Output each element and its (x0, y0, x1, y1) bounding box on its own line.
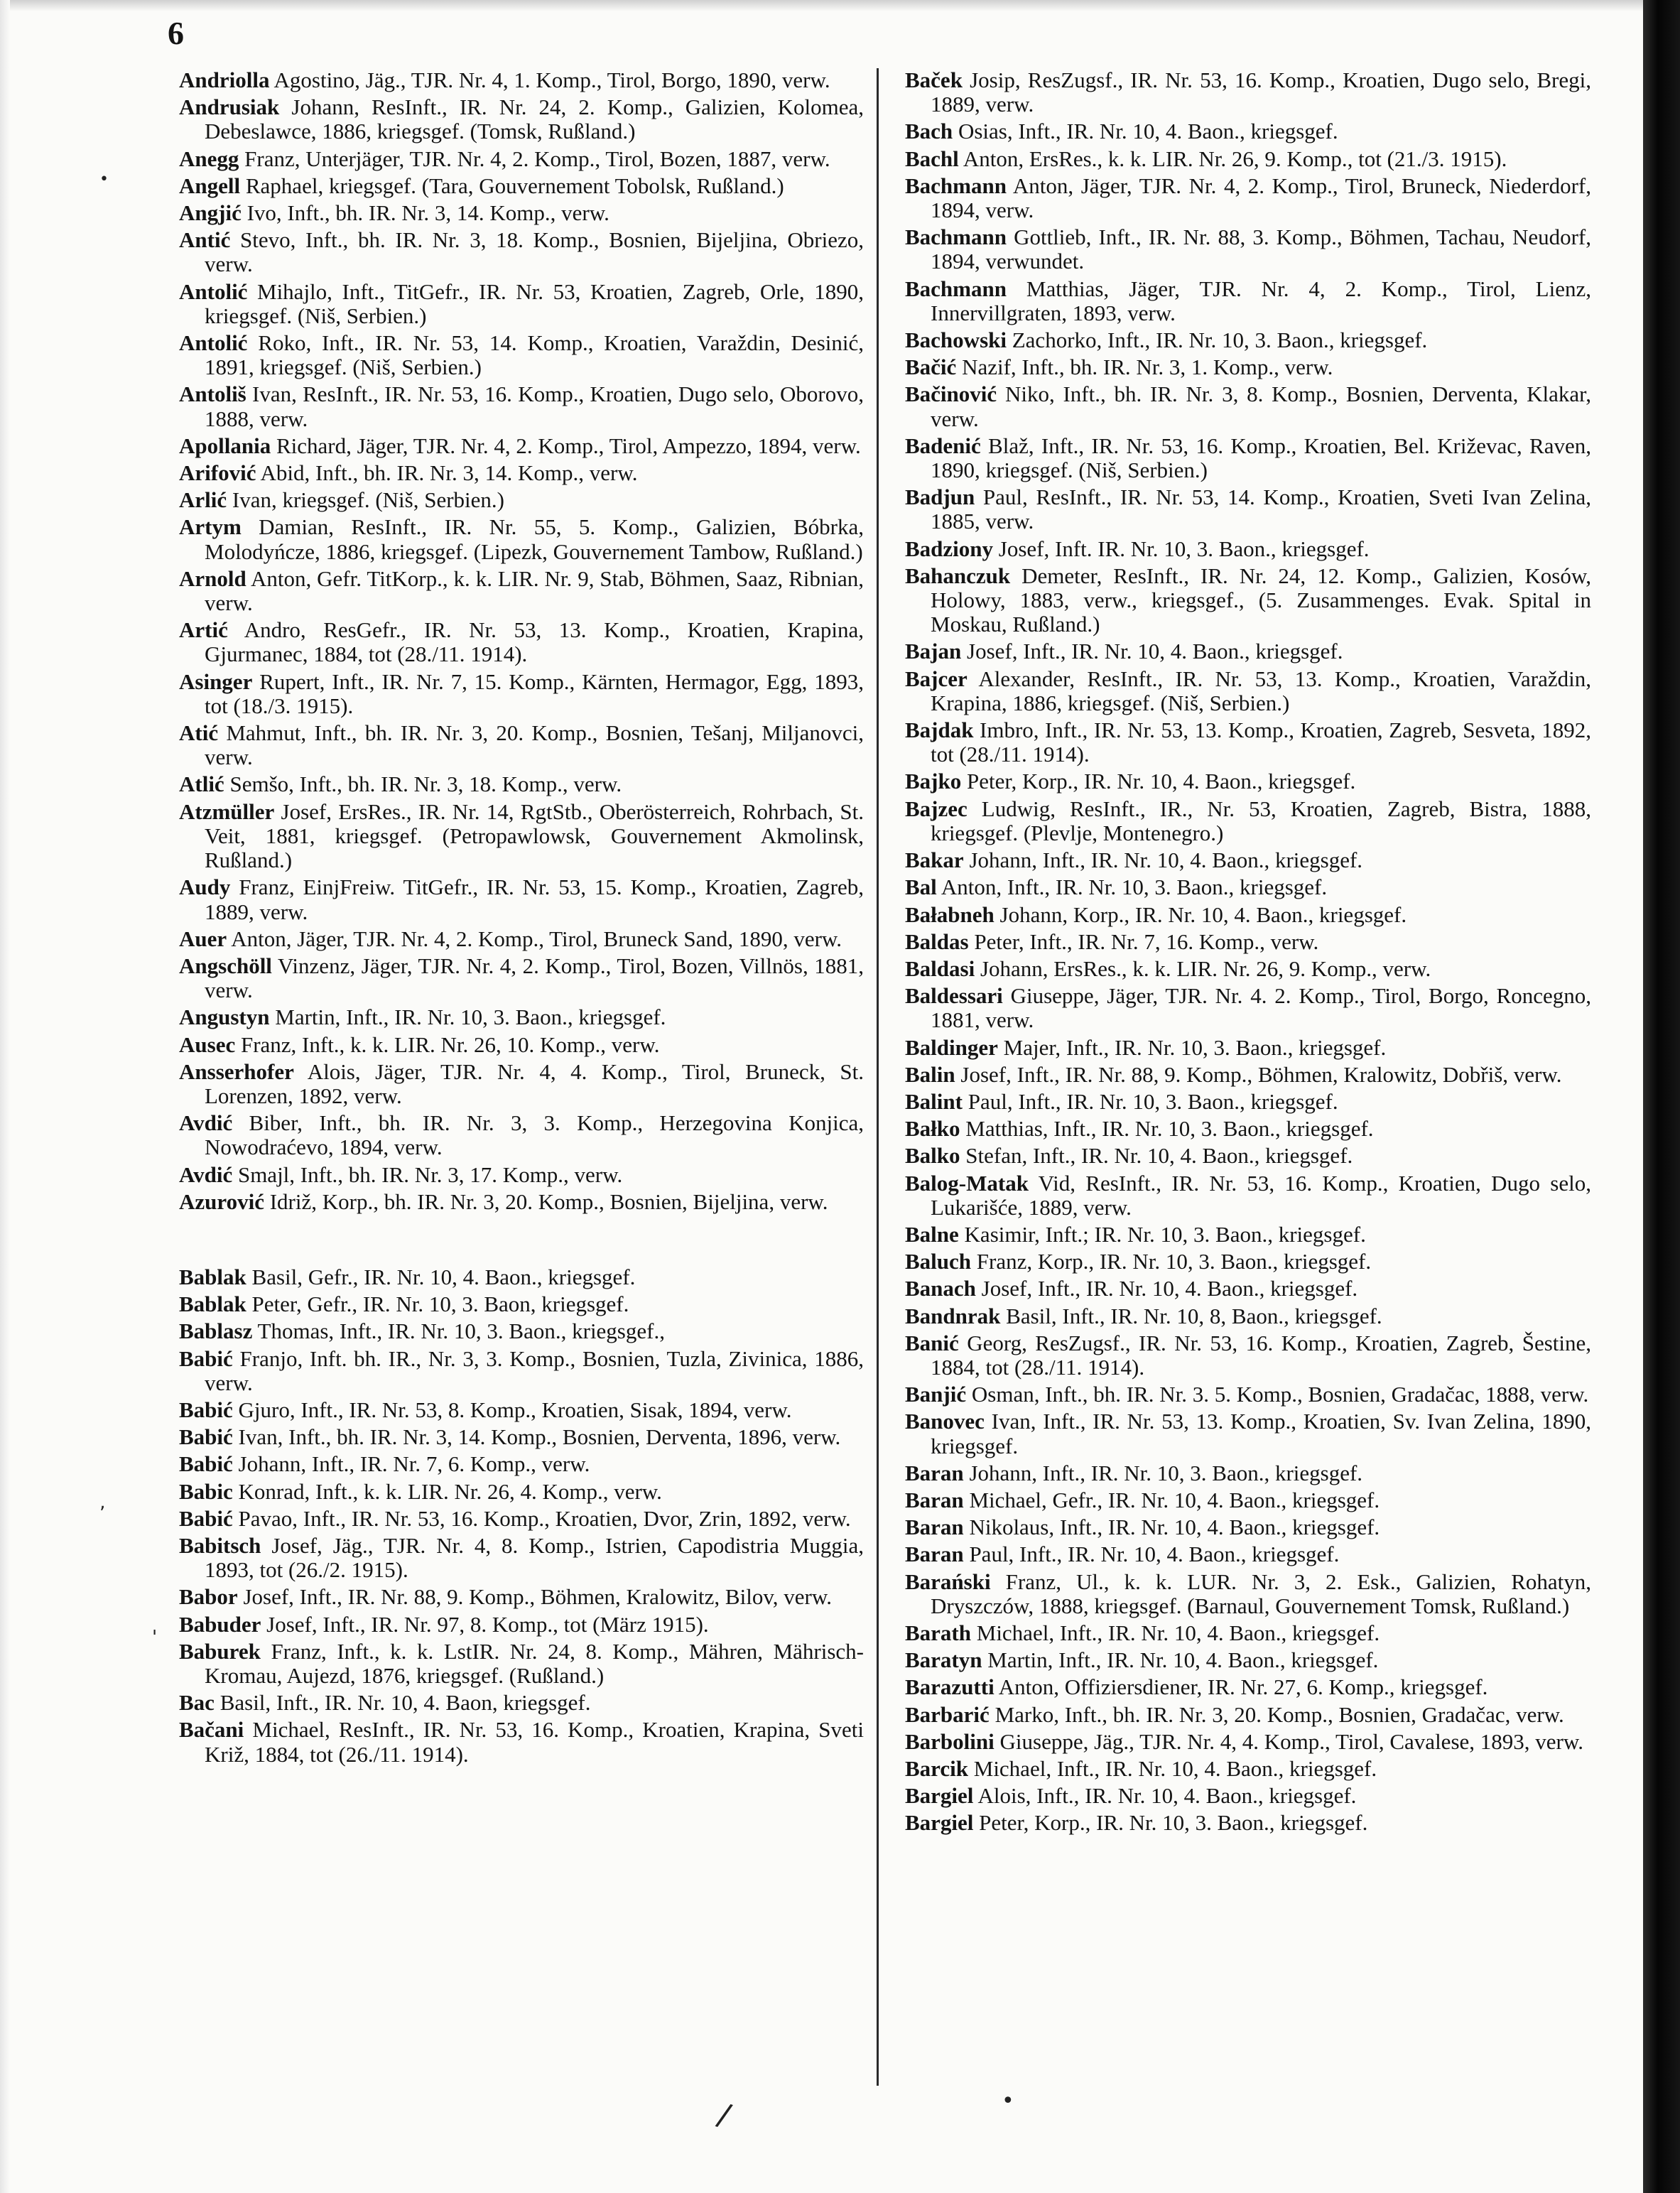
list-entry (179, 1190, 864, 1214)
list-entry (179, 1319, 864, 1343)
entry-surname: Bałko (905, 1116, 960, 1142)
entry-details: Josef, Inft. IR. Nr. 10, 3. Baon., kriegsgef. (993, 536, 1370, 561)
entry-details: Franz, Unterjäger, TJR. Nr. 4, 2. Komp., Tirol, Bozen, 1887, verw. (239, 146, 830, 171)
list-entry (179, 1111, 864, 1159)
list-entry (905, 1382, 1591, 1407)
entry-surname: Balint (905, 1088, 963, 1114)
entry-surname: Baratyn (905, 1647, 982, 1673)
entry-details: Johann, ErsRes., k. k. LIR. Nr. 26, 9. Komp., verw. (975, 955, 1431, 981)
entry-details: Johann, ResInft., IR. Nr. 24, 2. Komp., Galizien, Kolomea, Debeslawce, 1886, kriegsgef. (Tomsk, Rußland.) (205, 94, 864, 144)
list-entry (905, 984, 1591, 1032)
entry-details: Osman, Inft., bh. IR. Nr. 3. 5. Komp., Bosnien, Gradačac, 1888, verw. (966, 1382, 1589, 1407)
entry-details: Giuseppe, Jäg., TJR. Nr. 4, 4. Komp., Tirol, Cavalese, 1893, verw. (994, 1728, 1583, 1754)
entry-details: Nazif, Inft., bh. IR. Nr. 3, 1. Komp., verw. (956, 354, 1333, 380)
entry-details: Andro, ResGefr., IR. Nr. 53, 13. Komp., Kroatien, Krapina, Gjurmanec, 1884, tot (28./11. 1914). (205, 617, 864, 667)
entry-surname: Barazutti (905, 1674, 995, 1700)
entry-surname: Bachmann (905, 224, 1007, 250)
entry-details: Thomas, Inft., IR. Nr. 10, 3. Baon., kriegsgef., (252, 1318, 665, 1344)
list-entry (179, 1534, 864, 1582)
entry-details: Franz, Ul., k. k. LUR. Nr. 3, 2. Esk., Galizien, Rohatyn, Dryszczów, 1888, kriegsgef. (Barnaul, Gouvernement Tomsk, Rußland.) (931, 1569, 1591, 1618)
list-entry (905, 1090, 1591, 1114)
entry-surname: Bachl (905, 146, 959, 171)
entry-details: Josef, Inft., IR. Nr. 10, 4. Baon., kriegsgef. (961, 639, 1343, 664)
list-entry (179, 1398, 864, 1422)
entry-details: Josip, ResZugsf., IR. Nr. 53, 16. Komp., Kroatien, Dugo selo, Bregi, 1889, verw. (931, 67, 1591, 117)
list-entry (179, 1425, 864, 1449)
list-entry (905, 1331, 1591, 1380)
list-entry (905, 119, 1591, 144)
list-entry (179, 800, 864, 873)
entry-surname: Balin (905, 1061, 955, 1087)
entry-surname: Bałabneh (905, 901, 995, 927)
entry-details: Ivan, Inft., bh. IR. Nr. 3, 14. Komp., Bosnien, Derventa, 1896, verw. (232, 1424, 841, 1450)
list-entry (905, 147, 1591, 171)
entry-surname: Barath (905, 1620, 971, 1645)
entry-details: Josef, Inft., IR. Nr. 88, 9. Komp., Böhmen, Kralowitz, Dobřiš, verw. (955, 1061, 1562, 1087)
entry-details: Anton, Inft., IR. Nr. 10, 3. Baon., kriegsgef. (936, 875, 1328, 900)
entry-details: Ivan, kriegsgef. (Niš, Serbien.) (227, 487, 504, 513)
entry-details: Anton, Jäger, TJR. Nr. 4, 2. Komp., Tirol, Bruneck Sand, 1890, verw. (227, 926, 842, 951)
list-entry (905, 930, 1591, 954)
page-number: 6 (168, 15, 184, 51)
stray-tick-mark: ‚ (99, 1492, 106, 1513)
entry-surname: Antić (179, 227, 231, 253)
entry-details: Osias, Inft., IR. Nr. 10, 4. Baon., kriegsgef. (953, 119, 1338, 144)
entry-details: Roko, Inft., IR. Nr. 53, 14. Komp., Kroatien, Varaždin, Desinić, 1891, kriegsgef. (Niš, Serbien.) (205, 330, 864, 380)
entry-surname: Babić (179, 1505, 233, 1531)
entry-details: Matthias, Jäger, TJR. Nr. 4, 2. Komp., Tirol, Lienz, Innervillgraten, 1893, verw. (931, 276, 1591, 325)
list-entry (905, 1117, 1591, 1141)
entry-surname: Balne (905, 1221, 959, 1247)
entry-details: Ivan, Inft., IR. Nr. 53, 13. Komp., Kroatien, Sv. Ivan Zelina, 1890, kriegsgef. (931, 1409, 1591, 1458)
entry-details: Franz, Inft., k. k. LstIR. Nr. 24, 8. Komp., Mähren, Mährisch-Kromau, Aujezd, 1876, kriegsgef. (Rußland.) (205, 1638, 864, 1688)
entry-surname: Banjić (905, 1382, 967, 1407)
entry-surname: Bargiel (905, 1810, 974, 1836)
entry-surname: Angjić (179, 200, 242, 226)
entry-details: Franjo, Inft. bh. IR., Nr. 3, 3. Komp., Bosnien, Tuzla, Zivinica, 1886, verw. (205, 1345, 864, 1395)
list-entry (179, 201, 864, 225)
entry-details: Josef, Inft., IR. Nr. 88, 9. Komp., Böhmen, Kralowitz, Bilov, verw. (237, 1584, 833, 1610)
entry-surname: Babić (179, 1424, 233, 1450)
entry-details: Vid, ResInft., IR. Nr. 53, 16. Komp., Kroatien, Dugo selo, Lukarišće, 1889, verw. (931, 1170, 1591, 1220)
entry-details: Ivan, ResInft., IR. Nr. 53, 16. Komp., Kroatien, Dugo selo, Oborovo, 1888, verw. (205, 381, 864, 431)
entry-details: Alexander, ResInft., IR. Nr. 53, 13. Komp., Kroatien, Varaždin, Krapina, 1886, kriegsgef. (Niš, Serbien.) (931, 666, 1591, 715)
entry-details: Raphael, kriegsgef. (Tara, Gouvernement Tobolsk, Rußland.) (240, 173, 784, 198)
entry-surname: Andrusiak (179, 94, 280, 120)
list-entry (905, 667, 1591, 715)
entry-surname: Bahanczuk (905, 563, 1011, 588)
list-entry (179, 95, 864, 144)
entry-surname: Barbolini (905, 1728, 995, 1754)
entry-details: Richard, Jäger, TJR. Nr. 4, 2. Komp., Tirol, Ampezzo, 1894, verw. (271, 433, 861, 458)
entry-surname: Ausec (179, 1031, 236, 1057)
entry-details: Stefan, Inft., IR. Nr. 10, 4. Baon., kriegsgef. (960, 1143, 1353, 1169)
list-entry (179, 1585, 864, 1609)
entry-surname: Baran (905, 1515, 964, 1540)
entry-details: Michael, Inft., IR. Nr. 10, 4. Baon., kriegsgef. (971, 1620, 1380, 1645)
entry-surname: Andriolla (179, 67, 270, 92)
list-entry (905, 1757, 1591, 1781)
entry-surname: Babuder (179, 1611, 261, 1637)
list-entry (179, 1691, 864, 1715)
entry-surname: Baburek (179, 1638, 261, 1664)
entry-details: Gjuro, Inft., IR. Nr. 53, 8. Komp., Kroatien, Sisak, 1894, verw. (232, 1397, 792, 1422)
list-entry (905, 564, 1591, 637)
entry-details: Vinzenz, Jäger, TJR. Nr. 4, 2. Komp., Tirol, Bozen, Villnös, 1881, verw. (205, 953, 864, 1003)
left-column (179, 68, 864, 1770)
list-entry (905, 1542, 1591, 1566)
entry-details: Franz, Korp., IR. Nr. 10, 3. Baon., kriegsgef. (971, 1249, 1372, 1274)
stray-slash-mark: / (713, 2096, 735, 2135)
list-entry (179, 1292, 864, 1316)
list-entry (905, 1171, 1591, 1220)
list-entry (905, 1703, 1591, 1727)
list-entry (905, 1223, 1591, 1247)
entry-details: Damian, ResInft., IR. Nr. 55, 5. Komp., Galizien, Bóbrka, Molodyńcze, 1886, kriegsgef. (Lipezk, Gouvernement Tambow, Rußland.) (205, 514, 864, 564)
entry-surname: Angschöll (179, 953, 272, 978)
entry-details: Alois, Inft., IR. Nr. 10, 4. Baon., kriegsgef. (973, 1783, 1357, 1809)
list-entry (905, 537, 1591, 561)
entry-details: Majer, Inft., IR. Nr. 10, 3. Baon., kriegsgef. (997, 1034, 1387, 1060)
entry-surname: Bajdak (905, 718, 974, 743)
stray-dot-mark: • (99, 170, 109, 188)
stray-tick-mark-2: ' (152, 1627, 158, 1648)
entry-surname: Bablasz (179, 1318, 253, 1344)
section-gap (179, 1217, 864, 1265)
list-entry (905, 1304, 1591, 1328)
list-entry (179, 721, 864, 769)
entry-details: Mihajlo, Inft., TitGefr., IR. Nr. 53, Kroatien, Zagreb, Orle, 1890, kriegsgef. (Niš, Serbien.) (205, 278, 864, 328)
entry-details: Pavao, Inft., IR. Nr. 53, 16. Komp., Kroatien, Dvor, Zrin, 1892, verw. (232, 1505, 851, 1531)
list-entry (905, 1621, 1591, 1645)
entry-surname: Bablak (179, 1292, 246, 1317)
column-divider (877, 68, 879, 2086)
entry-details: Basil, Gefr., IR. Nr. 10, 4. Baon., kriegsgef. (246, 1264, 636, 1289)
list-entry (179, 382, 864, 431)
entry-surname: Bal (905, 875, 937, 900)
entry-details: Abid, Inft., bh. IR. Nr. 3, 14. Komp., verw. (256, 460, 638, 486)
list-entry (905, 1250, 1591, 1274)
entry-details: Peter, Inft., IR. Nr. 7, 16. Komp., verw. (968, 928, 1319, 954)
entry-surname: Babić (179, 1345, 233, 1371)
entry-details: Johann, Inft., IR. Nr. 10, 3. Baon., kriegsgef. (963, 1460, 1363, 1485)
list-entry (905, 1488, 1591, 1512)
scan-left-edge (0, 0, 10, 2193)
entry-details: Anton, Jäger, TJR. Nr. 4, 2. Komp., Tirol, Bruneck, Niederdorf, 1894, verw. (931, 173, 1591, 223)
entry-surname: Angell (179, 173, 241, 198)
entry-details: Michael, ResInft., IR. Nr. 53, 16. Komp., Kroatien, Krapina, Sveti Križ, 1884, tot (26./11. 1914). (205, 1717, 864, 1767)
list-entry (179, 1507, 864, 1531)
list-entry (905, 1811, 1591, 1835)
entry-surname: Antolić (179, 330, 248, 356)
list-entry (179, 1265, 864, 1289)
list-entry (179, 228, 864, 276)
list-entry (905, 434, 1591, 482)
entry-surname: Bargiel (905, 1783, 974, 1809)
entry-details: Josef, Inft., IR. Nr. 97, 8. Komp., tot (März 1915). (261, 1611, 709, 1637)
entry-surname: Bachmann (905, 173, 1007, 198)
entry-details: Stevo, Inft., bh. IR. Nr. 3, 18. Komp., Bosnien, Bijeljina, Obriezo, verw. (205, 227, 864, 277)
entry-surname: Banić (905, 1330, 959, 1355)
entry-surname: Artić (179, 617, 228, 643)
list-entry (179, 1033, 864, 1057)
entry-surname: Bac (179, 1690, 215, 1716)
entry-details: Michael, Inft., IR. Nr. 10, 4. Baon., kriegsgef. (968, 1756, 1377, 1781)
list-entry (179, 1640, 864, 1688)
entry-surname: Artym (179, 514, 242, 540)
list-entry (179, 567, 864, 615)
list-entry (179, 331, 864, 379)
list-entry (179, 1005, 864, 1029)
list-entry (905, 1730, 1591, 1754)
list-entry (905, 1461, 1591, 1485)
entry-surname: Anegg (179, 146, 239, 171)
list-entry (905, 277, 1591, 325)
entry-surname: Atzmüller (179, 798, 275, 824)
list-entry (179, 280, 864, 328)
entry-details: Niko, Inft., bh. IR. Nr. 3, 8. Komp., Bosnien, Derventa, Klakar, verw. (931, 381, 1591, 431)
scan-right-edge (1643, 0, 1680, 2193)
entry-surname: Azurović (179, 1188, 264, 1214)
entry-details: Josef, ErsRes., IR. Nr. 14, RgtStb., Oberösterreich, Rohrbach, St. Veit, 1881, kriegsgef. (Petropawlowsk, Gouvernement Akmolinsk, Rußland.) (205, 798, 864, 873)
list-entry (179, 1718, 864, 1766)
entry-details: Martin, Inft., IR. Nr. 10, 3. Baon., kriegsgef. (269, 1005, 666, 1030)
entry-surname: Babor (179, 1584, 238, 1610)
entry-details: Josef, Jäg., TJR. Nr. 4, 8. Komp., Istrien, Capodistria Muggia, 1893, tot (26./2. 1915). (205, 1532, 864, 1583)
entry-details: Franz, Inft., k. k. LIR. Nr. 26, 10. Komp., verw. (235, 1031, 660, 1057)
entry-surname: Atlić (179, 771, 224, 797)
entry-details: Johann, Korp., IR. Nr. 10, 4. Baon., kriegsgef. (994, 901, 1407, 927)
entry-surname: Babić (179, 1451, 233, 1477)
entry-surname: Baran (905, 1542, 964, 1567)
entry-surname: Bačani (179, 1717, 244, 1743)
entry-details: Michael, Gefr., IR. Nr. 10, 4. Baon., kriegsgef. (963, 1487, 1380, 1512)
entry-surname: Avdić (179, 1110, 233, 1136)
entry-surname: Bablak (179, 1264, 246, 1289)
list-entry (179, 174, 864, 198)
list-entry (905, 1648, 1591, 1672)
entry-details: Idriž, Korp., bh. IR. Nr. 3, 20. Komp., Bosnien, Bijeljina, verw. (264, 1188, 828, 1214)
entry-surname: Antolić (179, 278, 248, 304)
list-entry (905, 1409, 1591, 1458)
entry-details: Anton, Gefr. TitKorp., k. k. LIR. Nr. 9, Stab, Böhmen, Saaz, Ribnian, verw. (205, 565, 864, 616)
scan-top-edge (0, 0, 1680, 11)
entry-surname: Atić (179, 720, 219, 746)
entry-details: Gottlieb, Inft., IR. Nr. 88, 3. Komp., Böhmen, Tachau, Neudorf, 1894, verwundet. (931, 224, 1591, 274)
entry-surname: Asinger (179, 668, 253, 694)
entry-surname: Avdić (179, 1162, 233, 1187)
entry-surname: Bach (905, 119, 953, 144)
list-entry (905, 639, 1591, 664)
entry-surname: Arnold (179, 565, 246, 591)
list-entry (905, 382, 1591, 431)
list-entry (905, 769, 1591, 794)
entry-surname: Barcik (905, 1756, 968, 1781)
entry-details: Paul, Inft., IR. Nr. 10, 3. Baon., kriegsgef. (962, 1088, 1338, 1114)
list-entry (905, 1515, 1591, 1539)
entry-details: Demeter, ResInft., IR. Nr. 24, 12. Komp., Galizien, Kosów, Holowy, 1883, verw., kriegsgef., (5. Zusammenges. Evak. Spital in Moskau, Rußland.) (931, 563, 1591, 637)
entry-details: Basil, Inft., IR. Nr. 10, 4. Baon, kriegsgef. (214, 1690, 591, 1716)
list-entry (905, 848, 1591, 872)
list-entry (179, 68, 864, 92)
entry-surname: Baran (905, 1460, 964, 1485)
entry-surname: Badziony (905, 536, 994, 561)
entry-details: Imbro, Inft., IR. Nr. 53, 13. Komp., Kroatien, Zagreb, Sesveta, 1892, tot (28./11. 1914). (931, 718, 1591, 767)
list-entry (905, 903, 1591, 927)
entry-surname: Bačić (905, 354, 957, 380)
list-entry (179, 927, 864, 951)
entry-details: Peter, Korp., IR. Nr. 10, 3. Baon., kriegsgef. (973, 1810, 1368, 1836)
entry-surname: Babic (179, 1478, 233, 1504)
right-column (905, 68, 1591, 1839)
entry-details: Peter, Gefr., IR. Nr. 10, 3. Baon, kriegsgef. (246, 1292, 629, 1317)
entry-details: Josef, Inft., IR. Nr. 10, 4. Baon., kriegsgef. (975, 1276, 1358, 1301)
list-entry (179, 875, 864, 924)
entry-details: Smajl, Inft., bh. IR. Nr. 3, 17. Komp., verw. (232, 1162, 623, 1187)
entry-details: Konrad, Inft., k. k. LIR. Nr. 26, 4. Komp., verw. (232, 1478, 662, 1504)
entry-details: Mahmut, Inft., bh. IR. Nr. 3, 20. Komp., Bosnien, Tešanj, Miljanovci, verw. (205, 720, 864, 770)
entry-surname: Bajcer (905, 666, 968, 691)
entry-details: Martin, Inft., IR. Nr. 10, 4. Baon., kriegsgef. (982, 1647, 1379, 1673)
entry-surname: Baluch (905, 1249, 972, 1274)
list-entry (179, 1613, 864, 1637)
list-entry (905, 68, 1591, 117)
entry-surname: Bandnrak (905, 1303, 1001, 1328)
entry-surname: Apollania (179, 433, 271, 458)
list-entry (905, 875, 1591, 899)
entry-surname: Banach (905, 1276, 976, 1301)
entry-surname: Baček (905, 67, 963, 92)
entry-surname: Baldessari (905, 983, 1003, 1009)
entry-surname: Bachmann (905, 276, 1007, 301)
entry-surname: Baran (905, 1487, 964, 1512)
list-entry (179, 1347, 864, 1395)
entry-details: Johann, Inft., IR. Nr. 10, 4. Baon., kriegsgef. (963, 848, 1363, 873)
entry-details: Matthias, Inft., IR. Nr. 10, 3. Baon., kriegsgef. (960, 1116, 1374, 1142)
entry-details: Paul, Inft., IR. Nr. 10, 4. Baon., kriegsgef. (963, 1542, 1340, 1567)
entry-surname: Bajko (905, 769, 962, 794)
entry-surname: Babić (179, 1397, 233, 1422)
entry-surname: Barański (905, 1569, 991, 1594)
entry-surname: Banovec (905, 1409, 985, 1434)
list-entry (179, 147, 864, 171)
entry-details: Giuseppe, Jäger, TJR. Nr. 4. 2. Komp., Tirol, Borgo, Roncegno, 1881, verw. (931, 983, 1591, 1033)
list-entry (905, 225, 1591, 274)
entry-details: Ivo, Inft., bh. IR. Nr. 3, 14. Komp., verw. (241, 200, 609, 226)
entry-surname: Balko (905, 1143, 960, 1169)
list-entry (179, 461, 864, 485)
entry-details: Biber, Inft., bh. IR. Nr. 3, 3. Komp., Herzegovina Konjica, Nowodraćevo, 1894, verw. (205, 1110, 864, 1160)
entry-details: Basil, Inft., IR. Nr. 10, 8, Baon., kriegsgef. (1000, 1303, 1382, 1328)
list-entry (179, 1163, 864, 1187)
list-entry (905, 1144, 1591, 1168)
entry-surname: Badenić (905, 433, 981, 458)
entry-details: Marko, Inft., bh. IR. Nr. 3, 20. Komp., Bosnien, Gradačac, verw. (989, 1701, 1564, 1727)
entry-details: Agostino, Jäg., TJR. Nr. 4, 1. Komp., Tirol, Borgo, 1890, verw. (269, 67, 830, 92)
entry-details: Paul, ResInft., IR. Nr. 53, 14. Komp., Kroatien, Sveti Ivan Zelina, 1885, verw. (931, 484, 1591, 534)
entry-details: Ludwig, ResInft., IR., Nr. 53, Kroatien, Zagreb, Bistra, 1888, kriegsgef. (Plevlje, Montenegro.) (931, 796, 1591, 845)
entry-surname: Barbarić (905, 1701, 990, 1727)
list-entry (905, 797, 1591, 845)
entry-details: Georg, ResZugsf., IR. Nr. 53, 16. Komp., Kroatien, Zagreb, Šestine, 1884, tot (28./11. 1914). (931, 1330, 1591, 1380)
entry-surname: Arifović (179, 460, 256, 486)
entry-details: Kasimir, Inft.; IR. Nr. 10, 3. Baon., kriegsgef. (958, 1221, 1366, 1247)
entry-details: Alois, Jäger, TJR. Nr. 4, 4. Komp., Tirol, Bruneck, St. Lorenzen, 1892, verw. (205, 1058, 864, 1108)
list-entry (179, 1060, 864, 1108)
entry-surname: Balog-Matak (905, 1170, 1029, 1196)
entry-surname: Badjun (905, 484, 975, 510)
entry-details: Rupert, Inft., IR. Nr. 7, 15. Komp., Kärnten, Hermagor, Egg, 1893, tot (18./3. 1915). (205, 668, 864, 718)
list-entry (179, 670, 864, 718)
list-entry (179, 1480, 864, 1504)
entry-details: Zachorko, Inft., IR. Nr. 10, 3. Baon., kriegsgef. (1006, 327, 1428, 353)
list-entry (905, 485, 1591, 534)
entry-surname: Babitsch (179, 1532, 261, 1558)
list-entry (179, 618, 864, 666)
list-entry (905, 1675, 1591, 1699)
entry-surname: Bakar (905, 848, 964, 873)
list-entry (179, 434, 864, 458)
entry-surname: Arlić (179, 487, 227, 513)
list-entry (905, 1570, 1591, 1618)
list-entry (179, 515, 864, 563)
entry-surname: Angustyn (179, 1005, 270, 1030)
entry-surname: Bačinović (905, 381, 997, 407)
list-entry (179, 1452, 864, 1476)
entry-surname: Auer (179, 926, 227, 951)
entry-surname: Audy (179, 875, 231, 900)
entry-details: Anton, Offiziersdiener, IR. Nr. 27, 6. Komp., kriegsgef. (994, 1674, 1488, 1700)
list-entry (905, 957, 1591, 981)
list-entry (905, 718, 1591, 767)
list-entry (179, 488, 864, 512)
entry-details: Johann, Inft., IR. Nr. 7, 6. Komp., verw. (232, 1451, 590, 1477)
entry-details: Peter, Korp., IR. Nr. 10, 4. Baon., kriegsgef. (961, 769, 1356, 794)
list-entry (905, 174, 1591, 222)
entry-details: Franz, EinjFreiw. TitGefr., IR. Nr. 53, 15. Komp., Kroatien, Zagreb, 1889, verw. (205, 875, 864, 924)
entry-surname: Bachowski (905, 327, 1007, 353)
list-entry (179, 772, 864, 796)
entry-surname: Antoliš (179, 381, 246, 407)
entry-surname: Bajan (905, 639, 962, 664)
entry-surname: Baldas (905, 928, 969, 954)
entry-surname: Baldinger (905, 1034, 998, 1060)
entry-details: Anton, ErsRes., k. k. LIR. Nr. 26, 9. Komp., tot (21./3. 1915). (958, 146, 1507, 171)
list-entry (905, 1277, 1591, 1301)
list-entry (905, 1063, 1591, 1087)
entry-details: Blaž, Inft., IR. Nr. 53, 16. Komp., Kroatien, Bel. Križevac, Raven, 1890, kriegsgef. (Niš, Serbien.) (931, 433, 1591, 483)
entry-surname: Bajzec (905, 796, 968, 821)
list-entry (905, 328, 1591, 352)
entry-surname: Ansserhofer (179, 1058, 294, 1084)
list-entry (905, 1784, 1591, 1808)
list-entry (905, 1036, 1591, 1060)
entry-details: Nikolaus, Inft., IR. Nr. 10, 4. Baon., kriegsgef. (963, 1515, 1380, 1540)
list-entry (905, 355, 1591, 379)
stray-dot-mark-2: • (1002, 2089, 1014, 2113)
entry-details: Semšo, Inft., bh. IR. Nr. 3, 18. Komp., verw. (224, 771, 622, 797)
list-entry (179, 954, 864, 1002)
entry-surname: Baldasi (905, 955, 975, 981)
